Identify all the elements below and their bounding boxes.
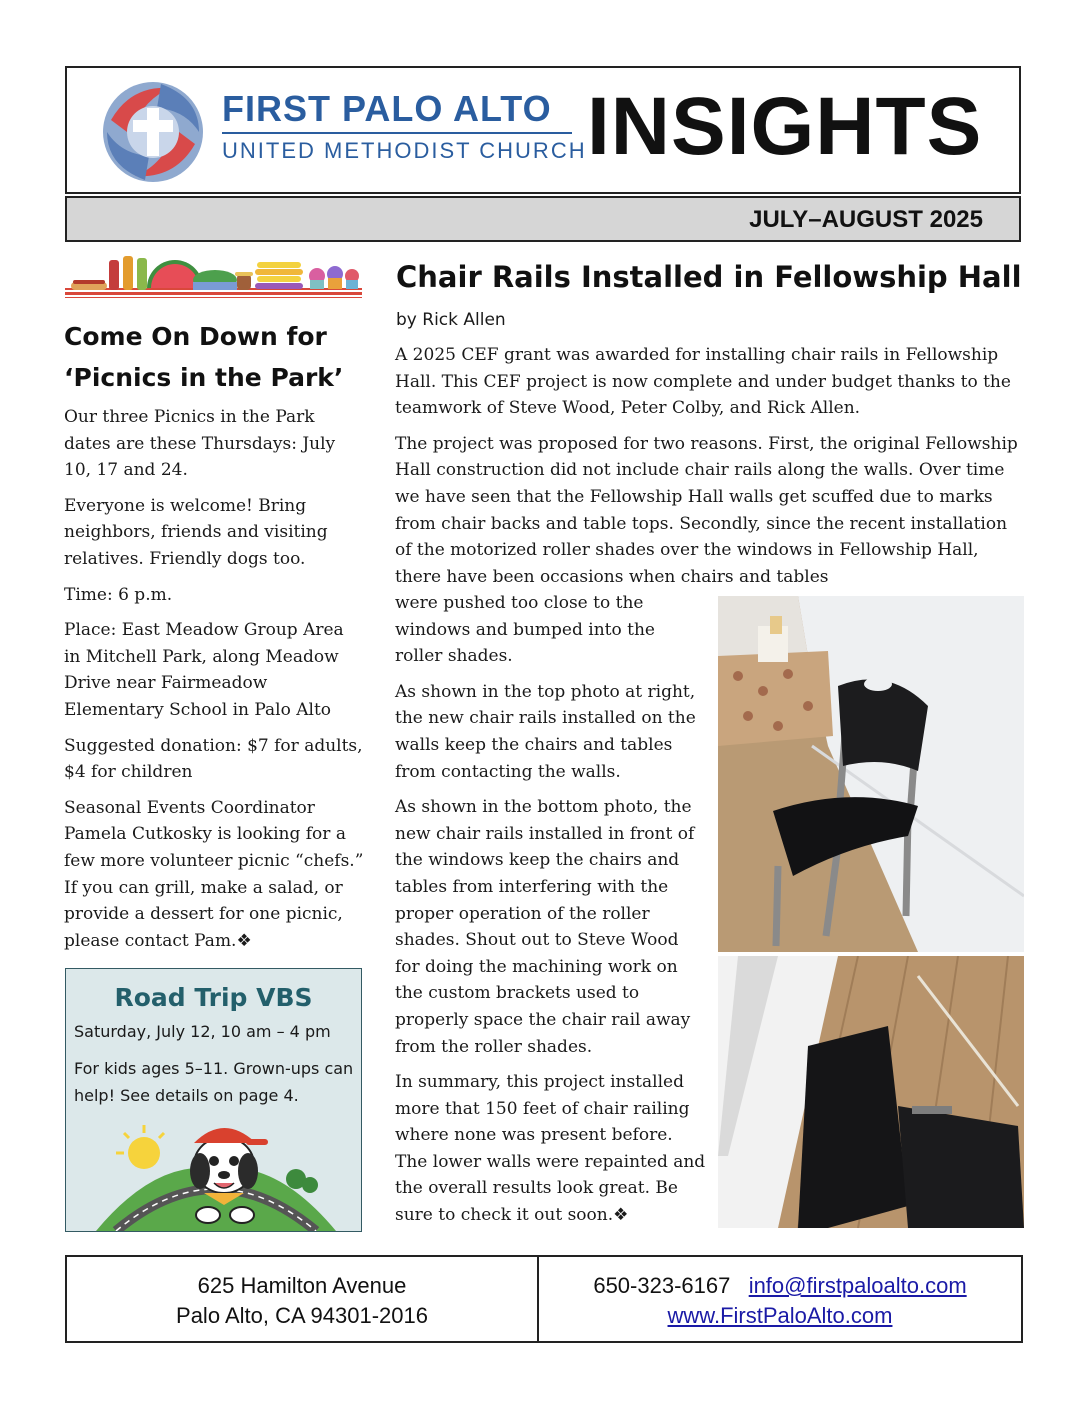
picnic-paragraph: Seasonal Events Coordinator Pamela Cutkosky is looking for a few more volunteer picnic “chefs.” If you can grill, make a salad, or provide a dessert for one picnic, please contact Pam.❖: [64, 797, 364, 951]
church-name-line2: UNITED METHODIST CHURCH: [222, 138, 587, 163]
issue-date-band: [65, 196, 1021, 242]
article-paragraph: The project was proposed for two reasons. First, the original Fellowship Hall construction did not include chair rails along the walls. Over time we have seen that the Fellowship Hall walls get scuffed due to marks from chair backs and table tops. Secondly, since the recent installation of the motorized roller shades over the windows in Fellowship Hall, there have been occasions when chairs and tables: [395, 433, 1018, 587]
issue-date: JULY–AUGUST 2025: [749, 206, 983, 233]
picnic-heading: [64, 316, 364, 398]
article-paragraph: In summary, this project installed more that 150 feet of chair railing where none was present before. The lower walls were repainted and the overall results look great. Be sure to check it out soon.❖: [395, 1072, 706, 1226]
footer-contact: [539, 1271, 1021, 1331]
chair-rail-wall-photo: [718, 596, 1024, 952]
address-line2: Palo Alto, CA 94301-2016: [176, 1303, 428, 1328]
address-line1: 625 Hamilton Avenue: [197, 1273, 407, 1298]
article-paragraph: A 2025 CEF grant was awarded for installing chair rails in Fellowship Hall. This CEF project is now complete and under budget thanks to the teamwork of Steve Wood, Peter Colby, and Rick Allen.: [395, 345, 1011, 419]
church-name-line1: FIRST PALO ALTO: [222, 88, 552, 129]
vbs-callout-box: [65, 968, 362, 1232]
vbs-date: Saturday, July 12, 10 am – 4 pm: [74, 1022, 331, 1041]
picnic-paragraph: Our three Picnics in the Park dates are these Thursdays: July 10, 17 and 24.: [64, 407, 336, 481]
picnic-food-illustration: [65, 252, 362, 302]
picnic-body: [64, 404, 364, 963]
vbs-details: For kids ages 5–11. Grown-ups can help! See details on page 4.: [74, 1059, 354, 1105]
picnic-paragraph: Place: East Meadow Group Area in Mitchell Park, along Meadow Drive near Fairmeadow Elementary School in Palo Alto: [64, 620, 344, 720]
picnic-paragraph: Everyone is welcome! Bring neighbors, friends and visiting relatives. Friendly dogs too.: [64, 495, 328, 569]
chair-rail-window-photo: [718, 956, 1024, 1228]
picnic-paragraph: Suggested donation: $7 for adults, $4 for children: [64, 735, 363, 783]
church-logo-icon: [101, 80, 205, 184]
email-link[interactable]: info@firstpaloalto.com: [748, 1273, 967, 1298]
article-body-narrow: [395, 590, 707, 1238]
footer-contact-box: [65, 1255, 1023, 1343]
website-link[interactable]: www.FirstPaloAlto.com: [667, 1303, 893, 1328]
phone-number: 650-323-6167: [593, 1273, 731, 1298]
church-name-rule: [222, 132, 572, 134]
article-paragraph: As shown in the top photo at right, the new chair rails installed on the walls keep the chairs and tables from contacting the walls.: [395, 681, 696, 782]
article-byline: by Rick Allen: [396, 310, 506, 330]
article-title: Chair Rails Installed in Fellowship Hall: [396, 260, 1022, 294]
vbs-title: Road Trip VBS: [114, 983, 313, 1012]
footer-address: [67, 1271, 537, 1331]
article-paragraph: were pushed too close to the windows and bumped into the roller shades.: [395, 593, 655, 667]
article-paragraph: As shown in the bottom photo, the new chair rails installed in front of the windows keep the chairs and tables from interfering with the proper operation of the roller shades. Shout out to Steve Wood for doing the machining work on the custom brackets used to properly space the chair rail away from the roller shades.: [395, 797, 695, 1057]
masthead: [65, 66, 1021, 194]
picnic-heading-line2: ‘Picnics in the Park’: [64, 363, 344, 392]
article-body-full-width: [395, 342, 1025, 590]
picnic-heading-line1: Come On Down for: [64, 322, 327, 351]
newsletter-title: INSIGHTS: [587, 81, 983, 172]
road-trip-dog-illustration: [96, 1119, 336, 1231]
picnic-paragraph: Time: 6 p.m.: [64, 584, 173, 605]
